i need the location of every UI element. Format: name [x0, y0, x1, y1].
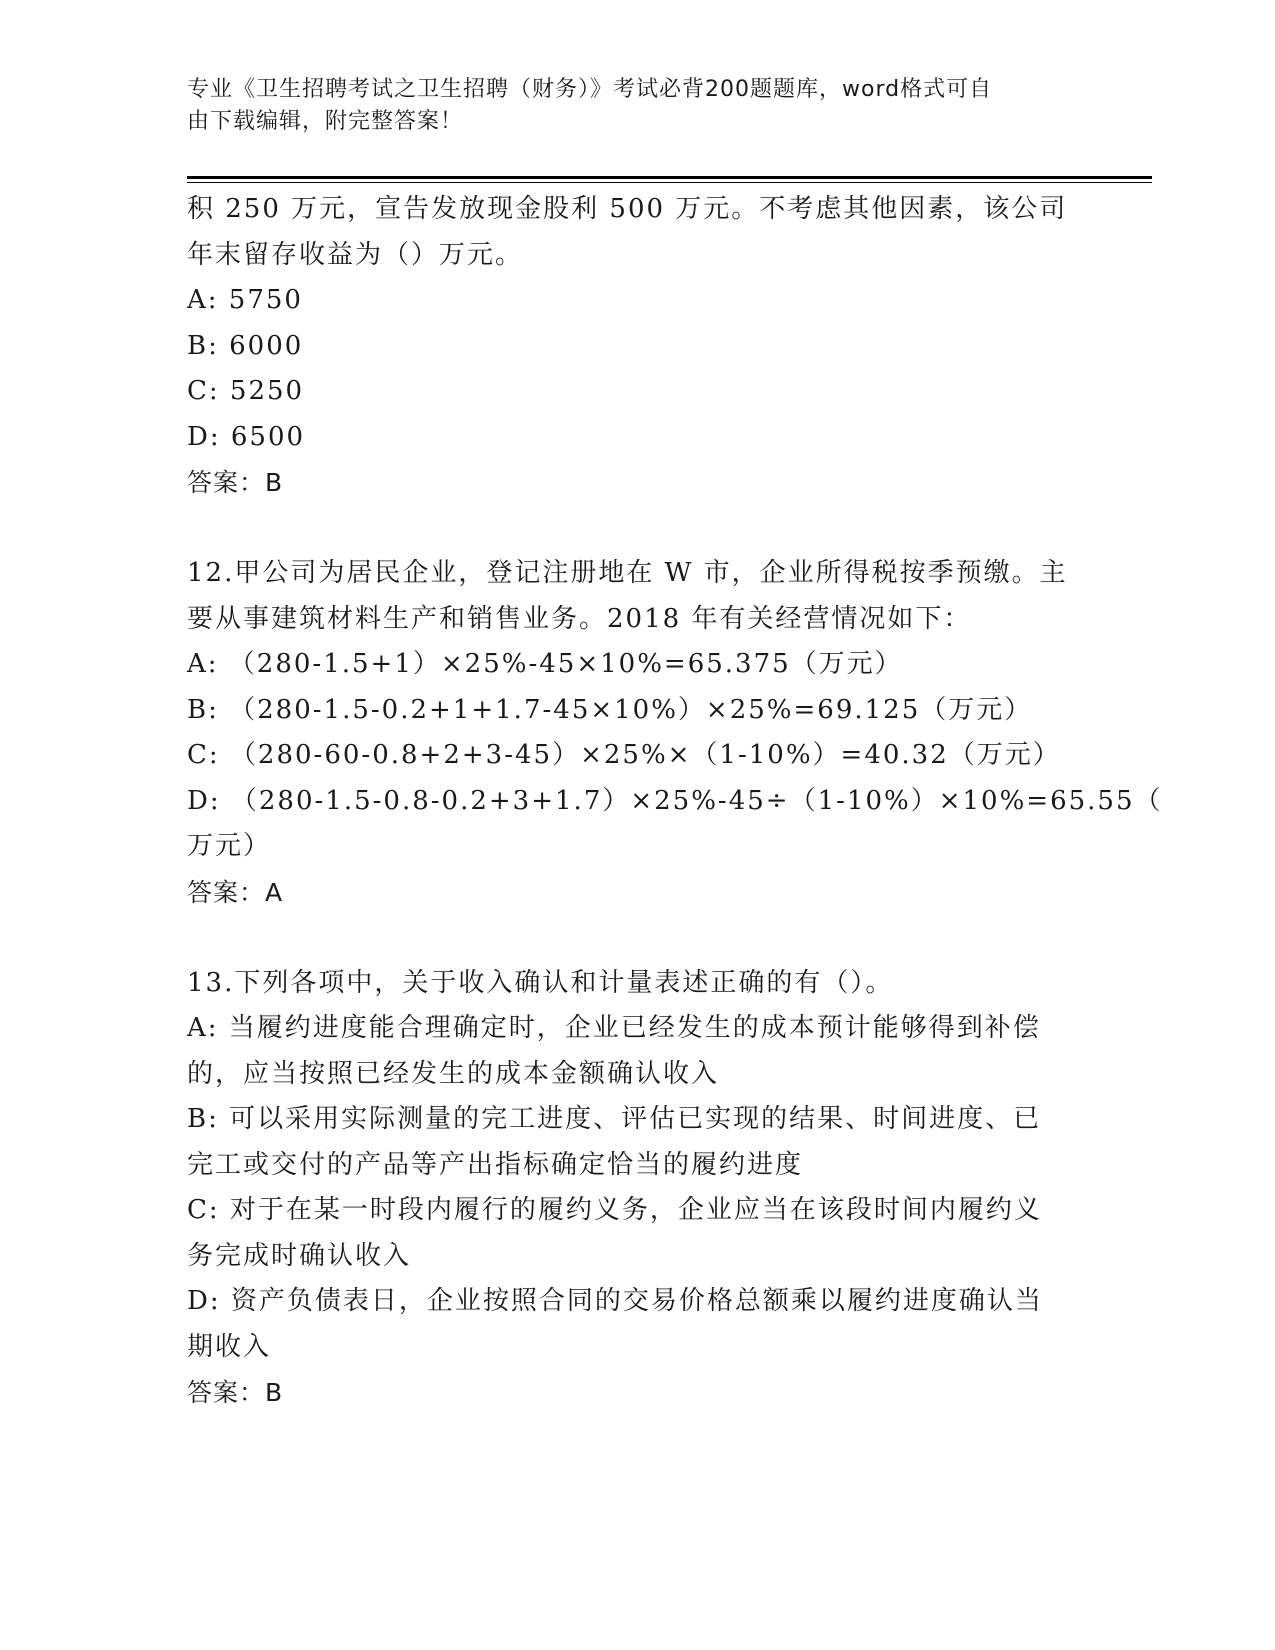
option-a: A: 当履约进度能合理确定时，企业已经发生的成本预计能够得到补偿: [187, 1013, 1041, 1043]
answer-label: 答案：B: [187, 468, 284, 497]
question-11: [187, 187, 1067, 506]
document-header: [187, 74, 1067, 138]
option-d: D: （280-1.5-0.8-0.2+3+1.7）×25%-45÷（1-10%）×10%=65.55（: [187, 785, 1163, 816]
option-c: C: 对于在某一时段内履行的履约义务，企业应当在该段时间内履约义: [187, 1195, 1042, 1225]
option-a-continued: 的，应当按照已经发生的成本金额确认收入: [187, 1058, 720, 1089]
spacer: [187, 915, 1067, 961]
option-c: C: 5250: [187, 376, 305, 406]
question-stem-line: 13.下列各项中，关于收入确认和计量表述正确的有（）。: [187, 967, 894, 998]
option-a: A: 5750: [187, 285, 303, 315]
answer-label: 答案：A: [187, 877, 284, 907]
option-d: D: 6500: [187, 421, 306, 452]
question-stem-line: 要从事建筑材料生产和销售业务。2018 年有关经营情况如下：: [187, 603, 972, 634]
question-stem-line: 年末留存收益为（）万元。: [187, 239, 524, 270]
question-12: [187, 551, 1163, 915]
header-line-2: 由下载编辑，附完整答案！: [187, 109, 464, 134]
header-divider-thick: [187, 176, 1152, 179]
document-body: [187, 187, 1163, 1416]
option-d-continued: 万元）: [187, 831, 272, 861]
option-b-continued: 完工或交付的产品等产出指标确定恰当的履约进度: [187, 1149, 804, 1180]
header-divider-thin: [187, 182, 1152, 183]
spacer: [187, 506, 1067, 552]
option-d: D: 资产负债表日，企业按照合同的交易价格总额乘以履约进度确认当: [187, 1286, 1043, 1316]
option-b: B: 可以采用实际测量的完工进度、评估已实现的结果、时间进度、已: [187, 1104, 1042, 1134]
question-stem-line: 积 250 万元，宣告发放现金股利 500 万元。不考虑其他因素，该公司: [187, 194, 1068, 224]
question-stem-line: 12.甲公司为居民企业，登记注册地在 W 市，企业所得税按季预缴。主: [187, 558, 1068, 588]
option-d-continued: 期收入: [187, 1331, 272, 1362]
option-c: C: （280-60-0.8+2+3-45）×25%×（1-10%）=40.32（万元）: [187, 740, 1061, 770]
option-b: B: 6000: [187, 330, 304, 361]
option-c-continued: 务完成时确认收入: [187, 1240, 412, 1271]
question-13: [187, 961, 1067, 1416]
answer-label: 答案：B: [187, 1378, 284, 1407]
option-a: A: （280-1.5+1）×25%-45×10%=65.375（万元）: [187, 649, 903, 679]
header-line-1: 专业《卫生招聘考试之卫生招聘（财务）》考试必背200题题库，word格式可自: [187, 77, 993, 102]
option-b: B: （280-1.5-0.2+1+1.7-45×10%）×25%=69.125（万元）: [187, 694, 1033, 725]
